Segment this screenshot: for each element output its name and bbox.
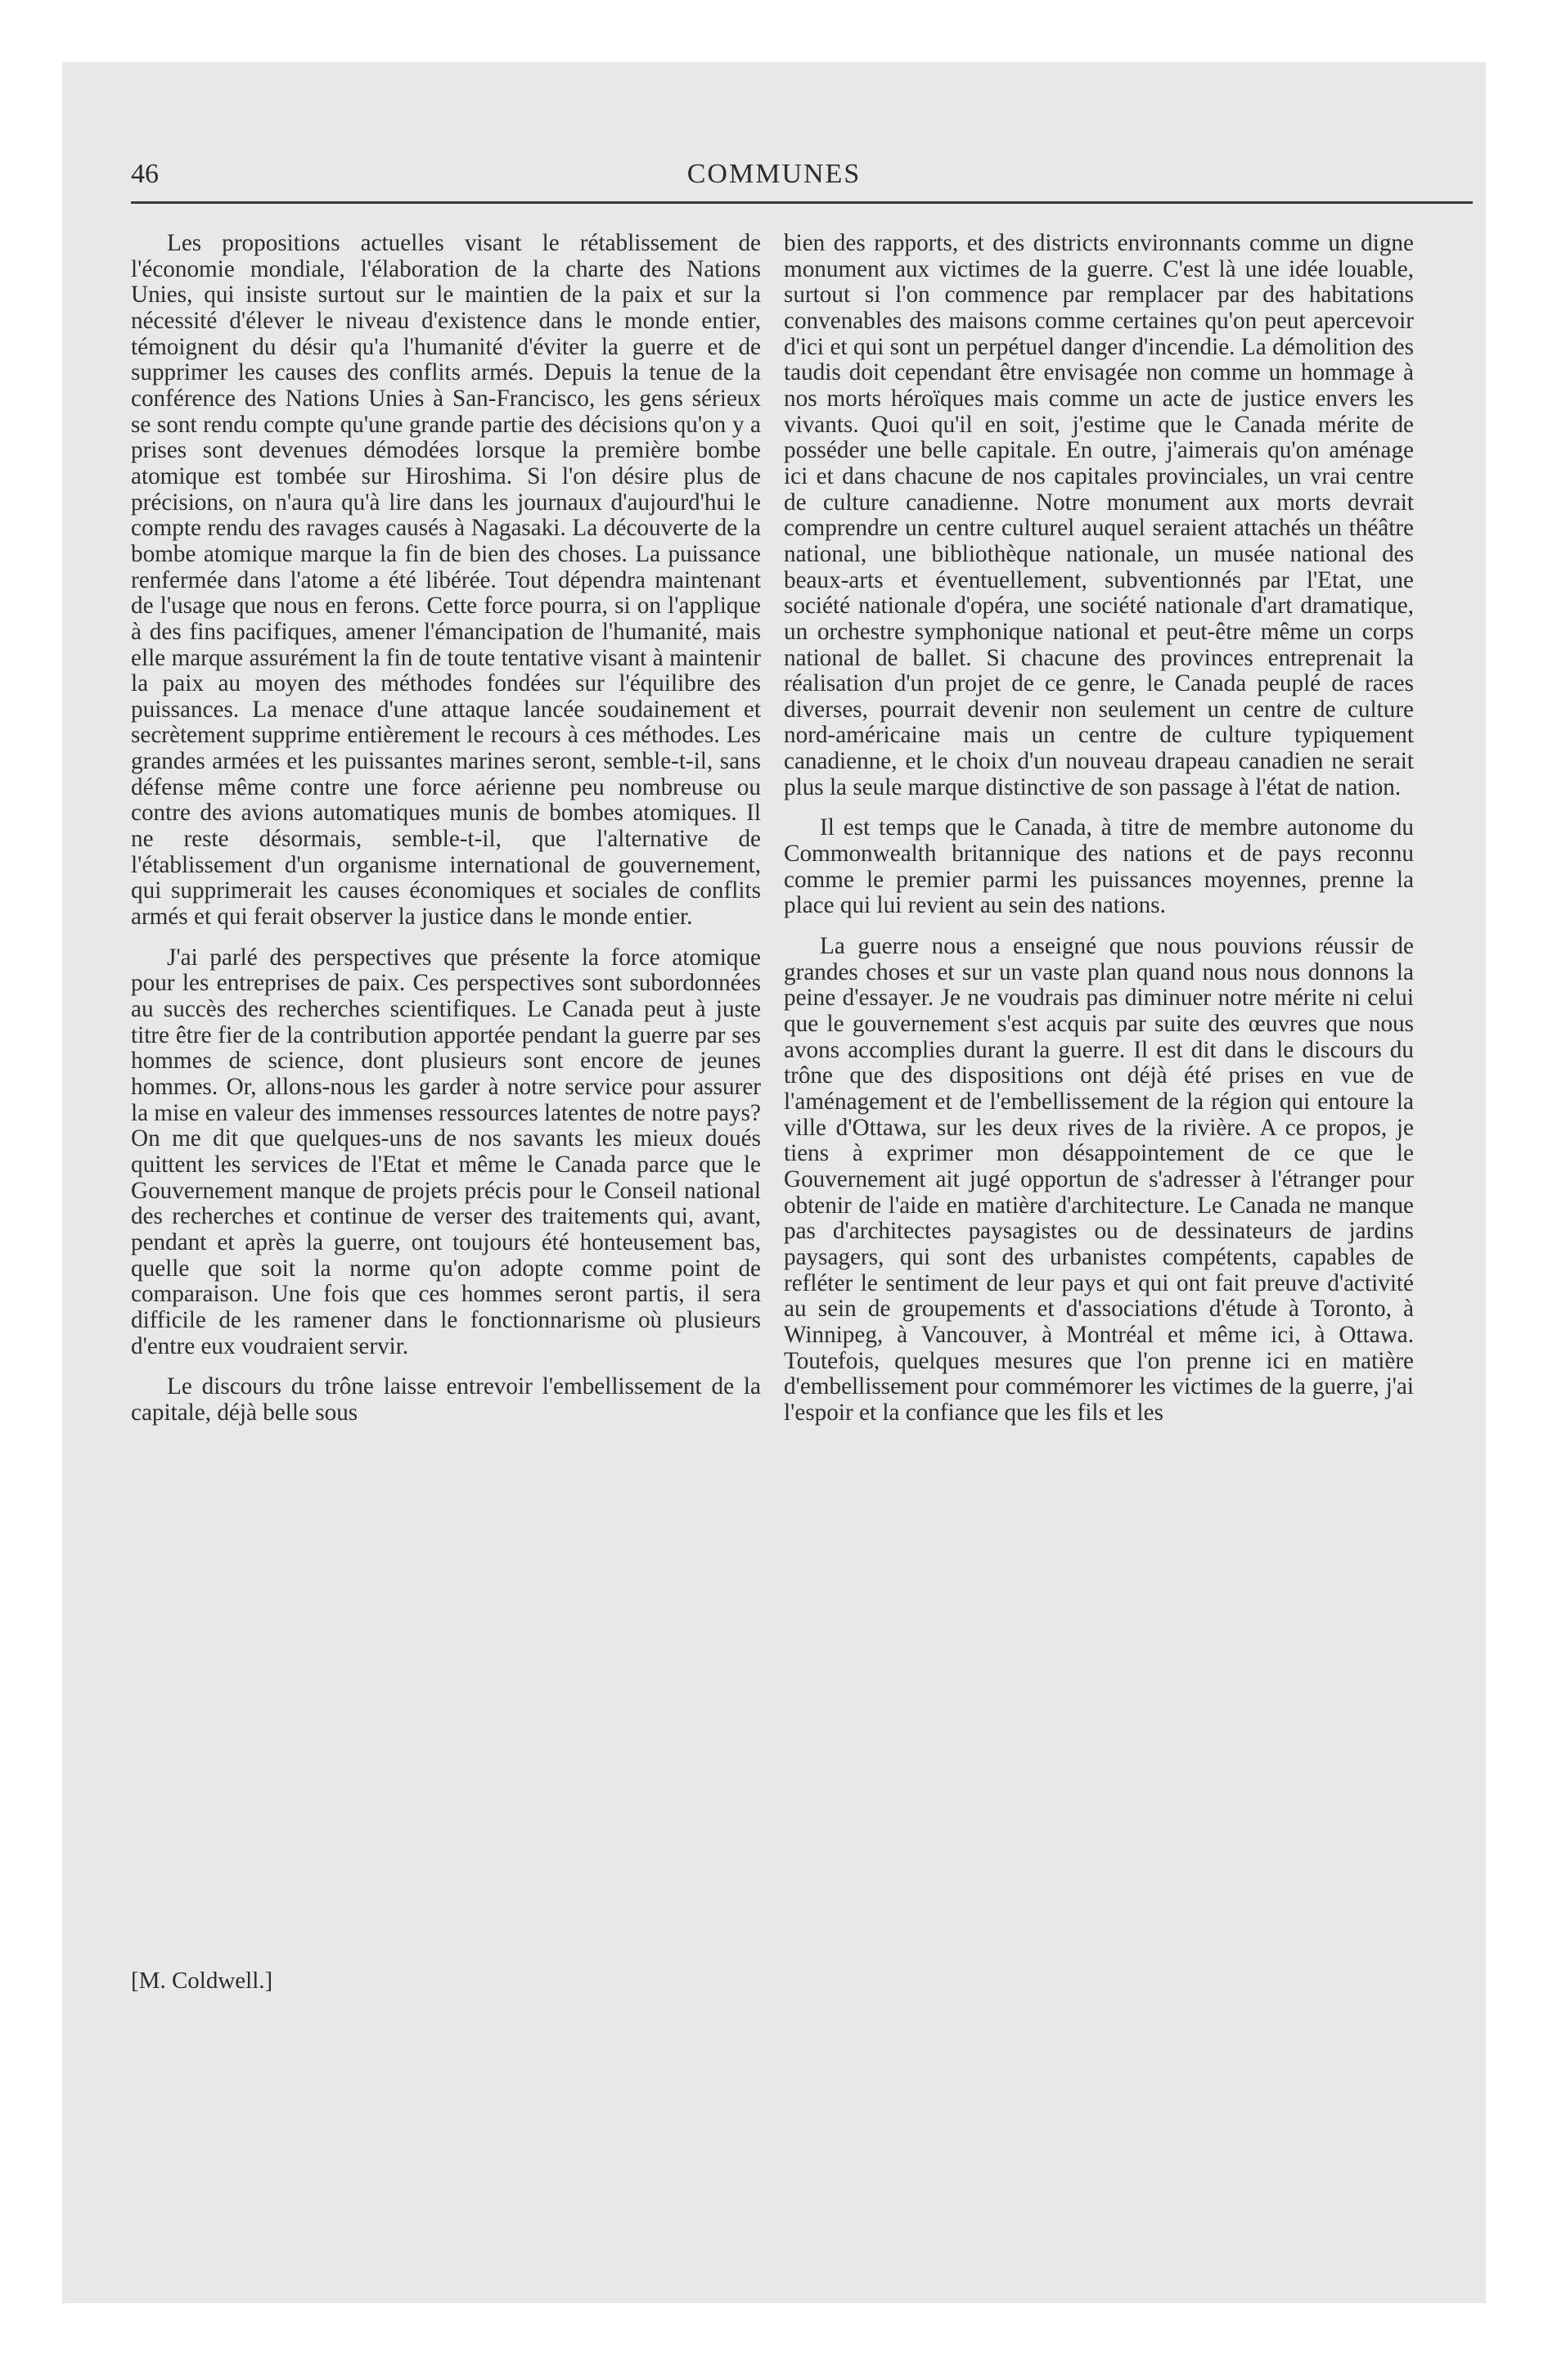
paragraph: bien des rapports, et des districts environnants comme un digne monument aux victimes de la guerre. C'est là une idée louable, surtout si l'on commence par remplacer par des habitations convenables des maisons comme certaines qu'on peut apercevoir d'ici et qui sont un perpétuel danger d'incendie. La démolition des taudis doit cependant être envisagée non comme un hommage à nos morts héroïques mais comme un acte de justice envers les vivants. Quoi qu'il en soit, j'estime que le Canada mérite de posséder une belle capitale. En outre, j'aimerais qu'on aménage ici et dans chacune de nos capitales provinciales, un vrai centre de culture canadienne. Notre monument aux morts devrait comprendre un centre culturel auquel seraient attachés un théâtre national, une bibliothèque nationale, un musée national des beaux-arts et éventuellement, subventionnés par l'Etat, une société nationale d'opéra, une société nationale d'art dramatique, un orchestre symphonique national et peut-être même un corps national de ballet. Si chacune des provinces entreprenait la réalisation d'un projet de ce genre, le Canada peuplé de races diverses, pourrait devenir non seulement un centre de culture nord-américaine mais un centre de culture typiquement canadienne, et le choix d'un nouveau drapeau canadien ne serait plus la seule marque distinctive de son passage à l'état de nation. — [784, 230, 1414, 800]
paragraph: Le discours du trône laisse entrevoir l'embellissement de la capitale, déjà belle sous — [131, 1373, 761, 1426]
paragraph: La guerre nous a enseigné que nous pouvions réussir de grandes choses et sur un vaste plan quand nous nous donnons la peine d'essayer. Je ne voudrais pas diminuer notre mérite ni celui que le gouvernement s'est acquis par suite des œuvres que nous avons accomplies durant la guerre. Il est dit dans le discours du trône que des dispositions ont déjà été prises en vue de l'aménagement et de l'embellissement de la région qui entoure la ville d'Ottawa, sur les deux rives de la rivière. A ce propos, je tiens à exprimer mon désappointement de ce que le Gouvernement ait jugé opportun de s'adresser à l'étranger pour obtenir de l'aide en matière d'architecture. Le Canada ne manque pas d'architectes paysagistes ou de dessinateurs de jardins paysagers, qui sont des urbanistes compétents, capables de refléter le sentiment de leur pays et qui ont fait preuve d'activité au sein de groupements et d'associations d'étude à Toronto, à Winnipeg, à Vancouver, à Montréal et même ici, à Ottawa. Toutefois, quelques mesures que l'on prenne ici en matière d'embellissement pour commémorer les victimes de la guerre, j'ai l'espoir et la confiance que les fils et les — [784, 933, 1414, 1426]
paragraph: J'ai parlé des perspectives que présente la force atomique pour les entreprises de paix. Ces perspectives sont subordonnées au succès des recherches scientifiques. Le Canada peut à juste titre être fier de la contribution apportée pendant la guerre par ses hommes de science, dont plusieurs sont encore de jeunes hommes. Or, allons-nous les garder à notre service pour assurer la mise en valeur des immenses ressources latentes de notre pays? On me dit que quelques-uns de nos savants les mieux doués quittent les services de l'Etat et même le Canada parce que le Gouvernement manque de projets précis pour le Conseil national des recherches et continue de verser des traitements qui, avant, pendant et après la guerre, ont toujours été honteusement bas, quelle que soit la norme qu'on adopte comme point de comparaison. Une fois que ces hommes seront partis, il sera difficile de les ramener dans le fonctionnarisme où plusieurs d'entre eux voudraient servir. — [131, 944, 761, 1359]
header-rule — [131, 201, 1473, 204]
page-number: 46 — [131, 159, 159, 189]
page-sheet — [62, 62, 1486, 2303]
page-header — [62, 159, 1486, 208]
paragraph: Les propositions actuelles visant le rétablissement de l'économie mondiale, l'élaboration de la charte des Nations Unies, qui insiste surtout sur le maintien de la paix et sur la nécessité d'élever le niveau d'existence dans le monde entier, témoignent du désir qu'a l'humanité d'éviter la guerre et de supprimer les causes des conflits armés. Depuis la tenue de la conférence des Nations Unies à San-Francisco, les gens sérieux se sont rendu compte qu'une grande partie des décisions qu'on y a prises sont devenues démodées lorsque la première bombe atomique est tombée sur Hiroshima. Si l'on désire plus de précisions, on n'aura qu'à lire dans les journaux d'aujourd'hui le compte rendu des ravages causés à Nagasaki. La découverte de la bombe atomique marque la fin de bien des choses. La puissance renfermée dans l'atome a été libérée. Tout dépendra maintenant de l'usage que nous en ferons. Cette force pourra, si on l'applique à des fins pacifiques, amener l'émancipation de l'humanité, mais elle marque assurément la fin de toute tentative visant à maintenir la paix au moyen des méthodes fondées sur l'équilibre des puissances. La menace d'une attaque lancée soudainement et secrètement supprime entièrement le recours à ces méthodes. Les grandes armées et les puissantes marines seront, semble-t-il, sans défense même contre une force aérienne peu nombreuse ou contre des avions automatiques munis de bombes atomiques. Il ne reste désormais, semble-t-il, que l'alternative de l'établissement d'un organisme international de gouvernement, qui supprimerait les causes économiques et sociales de conflits armés et qui ferait observer la justice dans le monde entier. — [131, 230, 761, 931]
paragraph: Il est temps que le Canada, à titre de membre autonome du Commonwealth britannique des nations et de pays reconnu comme le premier parmi les puissances moyennes, prenne la place qui lui revient au sein des nations. — [784, 814, 1414, 919]
right-column — [784, 231, 1414, 1427]
left-column — [131, 231, 761, 1427]
speaker-attribution: [M. Coldwell.] — [131, 1968, 273, 1994]
running-title: COMMUNES — [686, 159, 862, 189]
